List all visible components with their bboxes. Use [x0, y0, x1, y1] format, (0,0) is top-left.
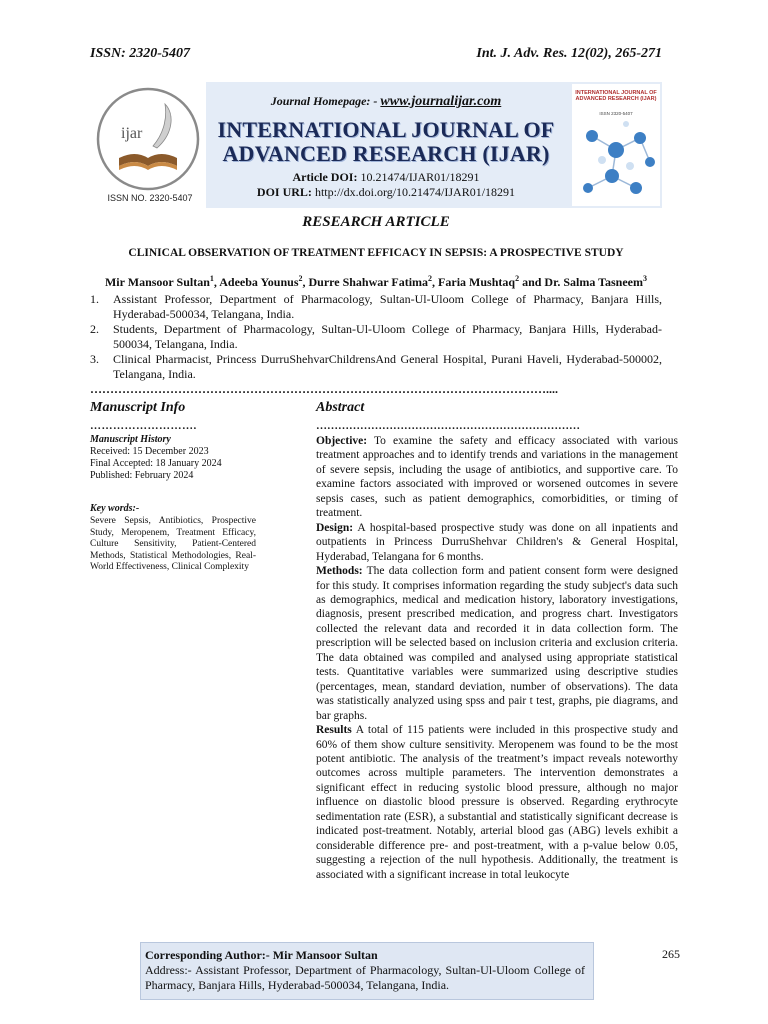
- manuscript-info-divider: ……………………….: [90, 420, 197, 432]
- article-doi-value[interactable]: 10.21474/IJAR01/18291: [360, 170, 480, 184]
- journal-cover-image: [572, 84, 660, 206]
- molecule-icon: [572, 84, 660, 206]
- author-name: Faria Mushtaq: [438, 275, 516, 289]
- accepted-date: Final Accepted: 18 January 2024: [90, 458, 222, 469]
- ijar-logo-icon: [95, 86, 201, 192]
- affiliation-item: 1. Assistant Professor, Department of Pharmacology, Sultan-Ul-Uloom College of Pharmacy, Banjara Hills, Hyderabad-500034, Telangana, India.: [90, 292, 662, 321]
- author-name: Mir Mansoor Sultan: [104, 275, 210, 289]
- header-citation: Int. J. Adv. Res. 12(02), 265-271: [476, 46, 662, 61]
- author-affiliation-mark: 2: [515, 274, 520, 283]
- doi-url-label: DOI URL:: [256, 185, 312, 199]
- author-separator: ,: [432, 275, 439, 289]
- manuscript-info-heading: Manuscript Info: [90, 400, 186, 415]
- abstract-design: Design: A hospital-based prospective study was done on all inpatients and outpatients in Princess DurruShehvar Children's & General Hospital, Hyderabad, Telangana for 6 months.: [316, 521, 678, 563]
- logo-issn: ISSN NO. 2320-5407: [107, 193, 193, 203]
- affiliation-list: [90, 292, 662, 382]
- author-separator: ,: [302, 275, 309, 289]
- keywords-heading: Key words:-: [90, 503, 140, 514]
- article-type: RESEARCH ARTICLE: [302, 214, 450, 230]
- article-doi-label: Article DOI:: [292, 170, 358, 184]
- doi-url-link[interactable]: http://dx.doi.org/10.21474/IJAR01/18291: [314, 185, 516, 199]
- abstract-results: Results A total of 115 patients were included in this prospective study and 60% of them show culture sensitivity. Meropenem was found to be the most potent antibiotic. The analysis of the treatment’s impact reveals noteworthy outcomes across multiple parameters. The intervention demonstrates a significant effect in reducing systolic blood pressure, although no major influence on diastolic blood pressure is observed. Regarding erythrocyte sedimentation rate (ESR), a substantial and statistically significant decrease is indicated post-treatment. Notably, arterial blood gas (ABG) levels exhibit a considerable difference pre- and post-treatment, with a p-value below 0.05, suggesting a rejection of the null hypothesis. Additionally, the treatment is associated with a significant increase in total leukocyte: [316, 724, 678, 881]
- article-title: CLINICAL OBSERVATION OF TREATMENT EFFICACY IN SEPSIS: A PROSPECTIVE STUDY: [128, 247, 624, 259]
- keywords-text: Severe Sepsis, Antibiotics, Prospective Study, Meropenem, Treatment Efficacy, Culture Sensitivity, Patient-Centered Methods, Statistical Methodologies, Real-World Effectiveness, Clinical Complexity: [90, 516, 256, 573]
- author-name: Durre Shahwar Fatima: [308, 275, 429, 289]
- published-date: Published: February 2024: [90, 470, 194, 481]
- author-affiliation-mark: 2: [428, 274, 433, 283]
- section-divider: ……………………………………………………………………………………………………....: [90, 383, 558, 395]
- abstract-body: [316, 434, 678, 882]
- author-affiliation-mark: 1: [209, 274, 214, 283]
- cover-issn: ISSN 2320-5407: [599, 111, 633, 116]
- author-name: Dr. Salma Tasneem: [544, 275, 643, 289]
- abstract-heading: Abstract: [316, 400, 365, 415]
- address-text: Assistant Professor, Department of Pharmacology, Sultan-Ul-Uloom College of Pharmacy, Banjara Hills, Hyderabad-500034, Telangana, India.: [145, 963, 585, 992]
- abstract-objective: Objective: To examine the safety and efficacy associated with various treatment approaches and to identify trends and variations in the management of severe sepsis, including the usage of antibiotics, and supportive care. To examine factors associated with improved or worsened outcomes in severe sepsis cases, such as patient demographics, comorbidities, or timing of treatment.: [316, 435, 678, 520]
- received-date: Received: 15 December 2023: [90, 446, 209, 457]
- homepage-label: Journal Homepage: -: [270, 94, 381, 108]
- abstract-methods: Methods: The data collection form and patient consent form were designed for this study. It comprises information regarding the study subject's data such as demographics, medical and medication history, laboratory investigations, diagnosis, present prescribed medication, and progress chart. Investigators collected the relevant data and recorded it in data collection form. The prescription will be selected based on inclusion criteria and exclusion criteria. The data obtained was compiled and analysed using appropriate statistical tests. Quantitative variables were summarized using descriptive studies (percentages, mean, standard deviation, number of observations). The data was statistically analyzed using spss and pair t test, graphs, pie diagrams, and bar graphs.: [316, 565, 678, 722]
- homepage-link[interactable]: www.journalijar.com: [380, 94, 502, 109]
- author-affiliation-mark: 2: [298, 274, 303, 283]
- abstract-divider: ………………………………………………………………: [316, 420, 580, 432]
- affiliation-item: 3. Clinical Pharmacist, Princess DurruShehvarChildrensAnd General Hospital, Purani Haveli, Hyderabad-500002, Telangana, India.: [90, 352, 662, 381]
- corresponding-author-address: [145, 963, 585, 993]
- running-header: [90, 46, 662, 66]
- author-list: [90, 274, 662, 290]
- doi-url: [206, 185, 566, 200]
- corresponding-author-heading: Corresponding Author:- Mir Mansoor Sultan: [145, 948, 378, 962]
- journal-title: INTERNATIONAL JOURNAL OF ADVANCED RESEARCH (IJAR): [217, 117, 555, 166]
- manuscript-history: [90, 434, 256, 482]
- affiliation-item: 2. Students, Department of Pharmacology, Sultan-Ul-Uloom College of Pharmacy, Banjara Hills, Hyderabad-500034, Telangana, India.: [90, 322, 662, 351]
- address-label: Address:-: [145, 963, 192, 977]
- author-affiliation-mark: 3: [643, 274, 647, 283]
- article-doi: [206, 170, 566, 185]
- cover-title: INTERNATIONAL JOURNAL OF ADVANCED RESEARCH (IJAR): [575, 90, 657, 102]
- author-separator: and: [519, 275, 545, 289]
- author-name: Adeeba Younus: [219, 275, 299, 289]
- history-label: Manuscript History: [90, 434, 171, 445]
- page-number: 265: [662, 947, 680, 961]
- author-separator: ,: [213, 275, 220, 289]
- header-issn: ISSN: 2320-5407: [90, 46, 190, 61]
- journal-homepage: [206, 94, 566, 110]
- logo-wordmark: ijar: [121, 125, 143, 142]
